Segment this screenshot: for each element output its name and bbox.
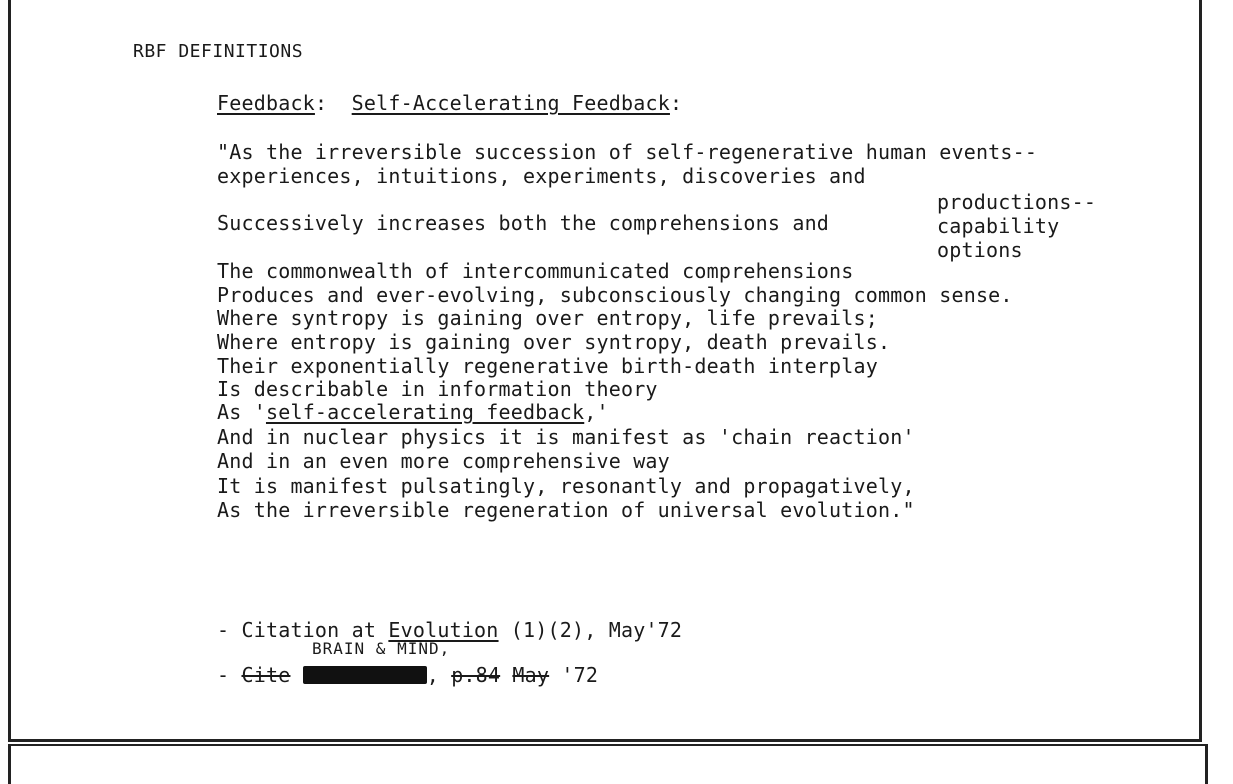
quote-line: The commonwealth of intercommunicated comprehensions: [217, 259, 854, 283]
quote-line: Is describable in information theory: [217, 377, 658, 401]
quote-line: capability: [937, 214, 1060, 238]
quote-line: Produces and ever-evolving, subconsciously changing common sense.: [217, 283, 1013, 307]
emphasized-term: self-accelerating feedback: [265, 400, 585, 424]
quote-line: options: [937, 238, 1023, 262]
citation-line-struck: - Cite , p.84 May '72: [217, 663, 599, 687]
quote-line: It is manifest pulsatingly, resonantly and propagatively,: [217, 474, 915, 498]
next-card-edge: [8, 744, 1208, 784]
quote-line: Where entropy is gaining over syntropy, death prevails.: [217, 330, 891, 354]
definition-title: Feedback: Self-Accelerating Feedback:: [217, 91, 683, 115]
quote-line: productions--: [937, 190, 1097, 214]
quote-line: Where syntropy is gaining over entropy, life prevails;: [217, 306, 879, 330]
quote-line: Their exponentially regenerative birth-death interplay: [217, 354, 879, 378]
quote-line: Successively increases both the comprehensions and: [217, 211, 830, 235]
term-label: Feedback: [217, 91, 315, 115]
quote-line: "As the irreversible succession of self-regenerative human events--: [217, 140, 1038, 164]
quote-line: And in nuclear physics it is manifest as 'chain reaction': [217, 425, 915, 449]
quote-line: As 'self-accelerating feedback,': [217, 400, 609, 424]
subterm-label: Self-Accelerating Feedback: [351, 91, 670, 115]
quote-line: As the irreversible regeneration of universal evolution.": [217, 498, 915, 522]
quote-line: And in an even more comprehensive way: [217, 449, 670, 473]
handwritten-note: BRAIN & MIND,: [312, 639, 451, 658]
citation-source: Evolution: [388, 618, 499, 642]
citation-line: - Citation at Evolution (1)(2), May'72: [217, 618, 683, 642]
page-header: RBF DEFINITIONS: [133, 41, 304, 62]
redaction-mark: [303, 666, 427, 684]
quote-line: experiences, intuitions, experiments, discoveries and: [217, 164, 866, 188]
